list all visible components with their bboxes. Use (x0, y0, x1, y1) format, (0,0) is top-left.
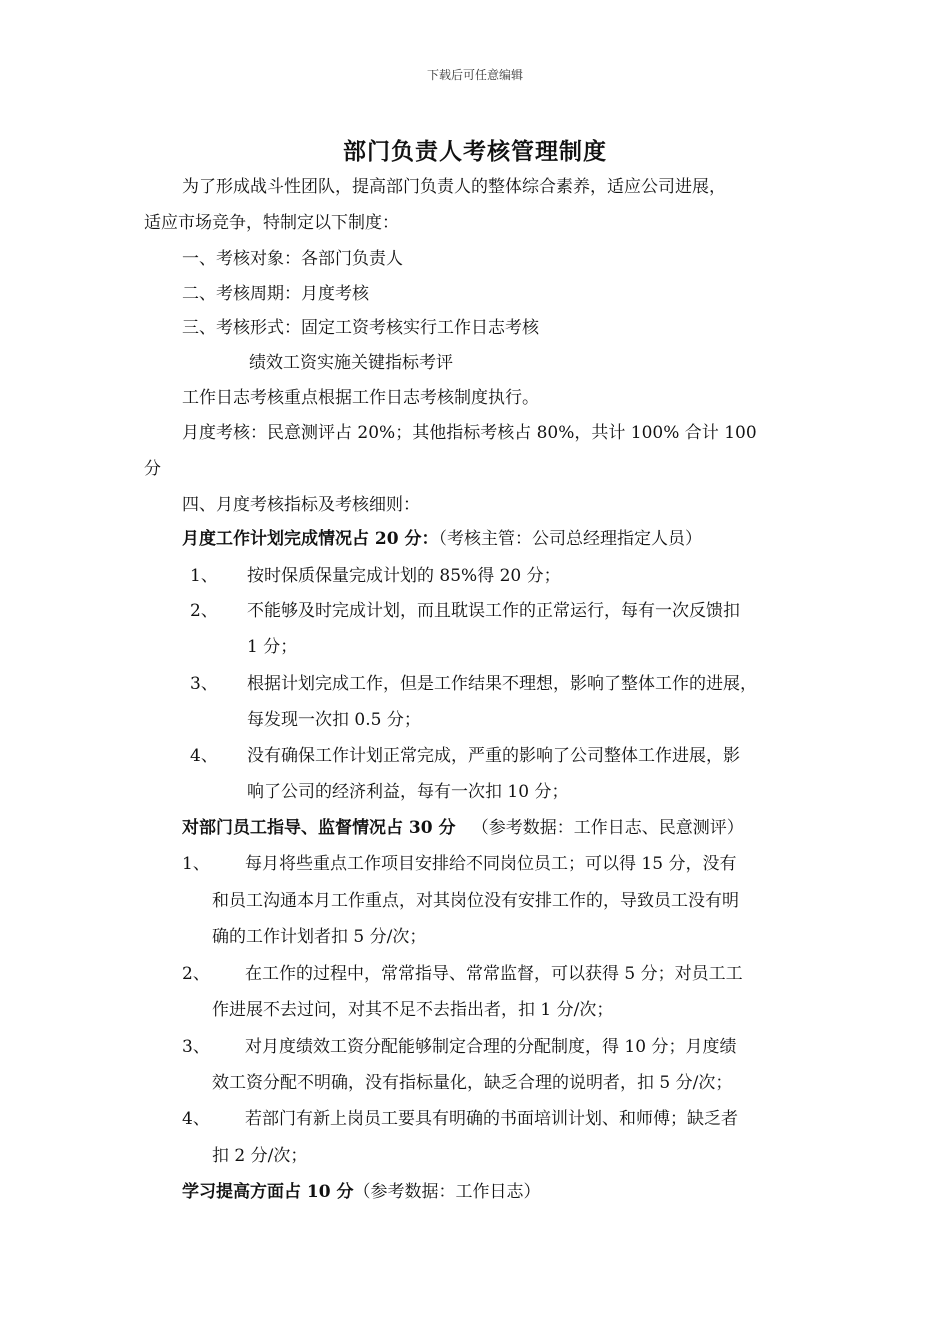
block2-item-3-num: 3、 (182, 1037, 210, 1057)
block1-item-3-num: 3、 (190, 674, 218, 694)
monthly-line-1: 月度考核：民意测评占 20%；其他指标考核占 80%，共计 100% 合计 100 (182, 423, 757, 443)
block1-heading-note: （考核主管：公司总经理指定人员） (438, 529, 702, 549)
section-3: 三、考核形式：固定工资考核实行工作日志考核 (182, 318, 539, 338)
block2-item-1-line-2: 和员工沟通本月工作重点，对其岗位没有安排工作的，导致员工没有明 (212, 891, 739, 911)
section-3-sub: 绩效工资实施关键指标考评 (249, 353, 453, 373)
block2-item-3-line-1: 对月度绩效工资分配能够制定合理的分配制度，得 10 分；月度绩 (245, 1037, 737, 1057)
block1-item-2-line-1: 不能够及时完成计划，而且耽误工作的正常运行，每有一次反馈扣 (247, 601, 740, 621)
block1-item-1-line-1: 按时保质保量完成计划的 85%得 20 分； (247, 566, 561, 586)
intro-line-1: 为了形成战斗性团队，提高部门负责人的整体综合素养，适应公司进展， (182, 177, 726, 197)
page-header: 下载后可任意编辑 (426, 68, 523, 82)
block3-heading-note: （参考数据：工作日志） (353, 1182, 541, 1202)
block2-item-1-line-1: 每月将些重点工作项目安排给不同岗位员工；可以得 15 分，没有 (245, 854, 737, 874)
block1-item-3-line-1: 根据计划完成工作，但是工作结果不理想，影响了整体工作的进展， (247, 674, 757, 694)
section-2: 二、考核周期：月度考核 (182, 284, 369, 304)
block2-item-2-num: 2、 (182, 964, 210, 984)
block1-item-3-line-2: 每发现一次扣 0.5 分； (247, 710, 421, 730)
block2-item-1-num: 1、 (182, 854, 210, 874)
block2-item-4-line-1: 若部门有新上岗员工要具有明确的书面培训计划、和师傅；缺乏者 (245, 1109, 738, 1129)
document-title: 部门负责人考核管理制度 (343, 138, 607, 165)
monthly-line-2: 分 (144, 459, 161, 479)
block2-item-3-line-2: 效工资分配不明确，没有指标量化，缺乏合理的说明者，扣 5 分/次； (212, 1073, 733, 1093)
worklog-note: 工作日志考核重点根据工作日志考核制度执行。 (182, 388, 539, 408)
block3-heading-bold: 学习提高方面占 10 分 (182, 1182, 354, 1202)
block1-item-1-num: 1、 (190, 566, 218, 586)
block2-item-4-line-2: 扣 2 分/次； (212, 1146, 308, 1166)
block1-heading-bold: 月度工作计划完成情况占 20 分： (182, 529, 439, 549)
block1-item-4-num: 4、 (190, 746, 218, 766)
block2-item-2-line-1: 在工作的过程中，常常指导、常常监督，可以获得 5 分；对员工工 (245, 964, 743, 984)
block2-heading-bold: 对部门员工指导、监督情况占 30 分 (182, 818, 456, 838)
section-4: 四、月度考核指标及考核细则： (182, 495, 420, 515)
block2-item-4-num: 4、 (182, 1109, 210, 1129)
block1-item-2-num: 2、 (190, 601, 218, 621)
block1-item-4-line-1: 没有确保工作计划正常完成，严重的影响了公司整体工作进展，影 (247, 746, 740, 766)
intro-line-2: 适应市场竞争，特制定以下制度： (144, 213, 399, 233)
block1-item-2-line-2: 1 分； (247, 637, 298, 657)
block1-item-4-line-2: 响了公司的经济利益，每有一次扣 10 分； (247, 782, 569, 802)
section-1: 一、考核对象：各部门负责人 (182, 249, 403, 269)
block2-item-2-line-2: 作进展不去过问，对其不足不去指出者，扣 1 分/次； (212, 1000, 614, 1020)
block1-heading (182, 528, 702, 550)
block3-heading (182, 1181, 541, 1203)
block2-heading-note: （参考数据：工作日志、民意测评） (471, 818, 744, 838)
block2-heading (182, 817, 744, 839)
block2-item-1-line-3: 确的工作计划者扣 5 分/次； (212, 927, 427, 947)
